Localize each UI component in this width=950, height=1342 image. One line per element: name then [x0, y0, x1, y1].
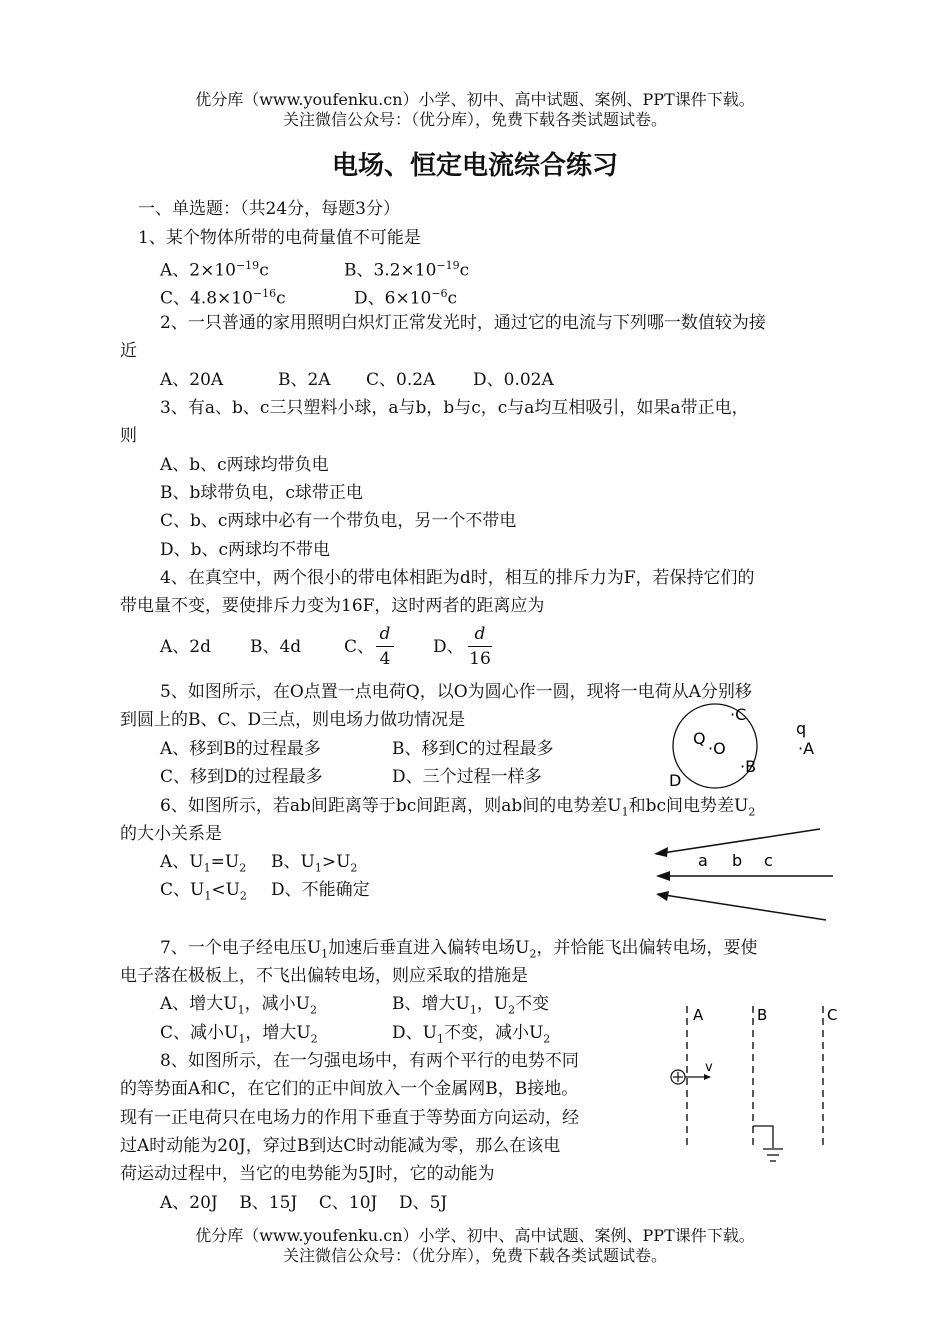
q6-stem-2: 的大小关系是: [120, 824, 222, 844]
footer-line-1: 优分库（www.youfenku.cn）小学、初中、高中试题、案例、PPT课件下载。: [195, 1226, 755, 1245]
q7-stem-2: 电子落在极板上，不飞出偏转电场，则应采取的措施是: [120, 966, 528, 986]
q4-option-d: D、: [433, 637, 464, 657]
footer-line-2: 关注微信公众号：（优分库），免费下载各类试题试卷。: [282, 1246, 667, 1265]
q5-label-b: ·B: [740, 757, 757, 776]
q8-stem-5: 荷运动过程中，当它的电势能为5J时，它的动能为: [120, 1164, 495, 1184]
q4-option-c: C、: [344, 637, 375, 657]
q6-arrowhead-top: [654, 847, 668, 857]
q5-label-a: ·A: [798, 739, 815, 758]
q6-option-b: B、$U_1>U_2$: [271, 852, 358, 875]
q4-option-b: B、4d: [250, 637, 302, 657]
q2-stem-1: 2、一只普通的家用照明白炽灯正常发光时，通过它的电流与下列哪一数值较为接: [160, 313, 766, 333]
q5-stem-1: 5、如图所示，在O点置一点电荷Q，以O为圆心作一圆，现将一电荷从A分别移: [160, 682, 752, 702]
q7-stem-1: 7、一个电子经电压$U_1$加速后垂直进入偏转电场$U_2$，并恰能飞出偏转电场，要使: [160, 938, 758, 961]
q6-option-d: D、不能确定: [271, 880, 370, 900]
page-title: 电场、恒定电流综合练习: [331, 151, 618, 181]
q6-option-a: A、$U_1=U_2$: [160, 852, 247, 875]
q2-option-c: C、0.2A: [366, 370, 436, 390]
q2-option-d: D、0.02A: [473, 370, 554, 390]
q6-arrowhead-middle: [656, 871, 670, 881]
q2-option-a: A、20A: [160, 370, 224, 390]
q8-ground-wire: [753, 1126, 773, 1148]
q5-option-a: A、移到B的过程最多: [160, 739, 321, 759]
q4-stem-1: 4、在真空中，两个很小的带电体相距为d时，相互的排斥力为F，若保持它们的: [160, 568, 755, 588]
header-line-2: 关注微信公众号：（优分库），免费下载各类试题试卷。: [282, 110, 667, 129]
q2-option-b: B、2A: [278, 370, 331, 390]
q1-option-d: D、$6\times 10^{-6}c$: [354, 287, 458, 309]
q8-stem-1: 8、如图所示，在一匀强电场中，有两个平行的电势不同: [160, 1051, 579, 1071]
q4-fraction-c: d 4: [376, 624, 394, 669]
q5-label-small-q: q: [796, 719, 807, 738]
header-line-1: 优分库（www.youfenku.cn）小学、初中、高中试题、案例、PPT课件下载。: [195, 90, 755, 109]
section-heading: 一、单选题：（共24分，每题3分）: [138, 199, 400, 219]
q5-option-c: C、移到D的过程最多: [160, 767, 323, 787]
q6-label-b: b: [732, 851, 743, 870]
q1-option-a: A、$2\times 10^{-19}c$: [160, 259, 269, 281]
q8-figure: [665, 1000, 855, 1175]
q8-options: A、20J B、15J C、10J D、5J: [160, 1193, 448, 1213]
q1-option-b: B、$3.2\times 10^{-19}c$: [344, 259, 470, 281]
q5-stem-2: 到圆上的B、C、D三点，则电场力做功情况是: [120, 710, 466, 730]
q5-label-c: ·C: [730, 705, 747, 724]
q3-option-a: A、b、c两球均带负电: [160, 455, 329, 475]
q6-arrowhead-bottom: [656, 891, 669, 901]
q3-stem-1: 3、有a、b、c三只塑料小球，a与b，b与c，c与a均互相吸引，如果a带正电，: [160, 398, 749, 418]
q5-figure: [660, 700, 840, 795]
q8-label-a: A: [693, 1006, 704, 1024]
q7-option-d: D、$U_1$不变，减小$U_2$: [392, 1023, 551, 1046]
q2-stem-2: 近: [120, 341, 137, 361]
q5-option-b: B、移到C的过程最多: [392, 739, 554, 759]
q6-label-c: c: [764, 851, 773, 870]
q5-option-d: D、三个过程一样多: [392, 767, 542, 787]
q7-option-a: A、增大$U_1$，减小$U_2$: [160, 994, 317, 1017]
q1-stem: 1、某个物体所带的电荷量值不可能是: [138, 228, 421, 248]
q6-label-a: a: [698, 851, 708, 870]
q7-option-c: C、减小$U_1$，增大$U_2$: [160, 1023, 318, 1046]
q6-field-line-bottom: [658, 894, 826, 920]
q8-stem-4: 过A时动能为20J，穿过B到达C时动能减为零，那么在该电: [120, 1136, 561, 1156]
q6-stem-1: 6、如图所示，若ab间距离等于bc间距离，则ab间的电势差$U_1$和bc间电势差$U_2$: [160, 796, 756, 819]
q6-option-c: C、$U_1<U_2$: [160, 880, 247, 903]
q6-figure: [650, 826, 840, 926]
q3-option-c: C、b、c两球中必有一个带负电，另一个不带电: [160, 511, 517, 531]
q5-label-big-q: Q: [693, 729, 706, 748]
q3-option-b: B、b球带负电，c球带正电: [160, 483, 363, 503]
q8-stem-3: 现有一正电荷只在电场力的作用下垂直于等势面方向运动，经: [120, 1108, 579, 1128]
q8-label-c: C: [827, 1006, 838, 1024]
q7-option-b: B、增大$U_1$，$U_2$不变: [392, 994, 550, 1017]
q3-stem-2: 则: [120, 426, 137, 446]
q3-option-d: D、b、c两球均不带电: [160, 540, 331, 560]
q8-label-b: B: [757, 1006, 768, 1024]
q5-label-d: D: [669, 771, 682, 790]
q8-label-v: v: [705, 1060, 713, 1075]
q4-option-a: A、2d: [160, 637, 211, 657]
q4-stem-2: 带电量不变，要使排斥力变为16F，这时两者的距离应为: [120, 596, 545, 616]
q1-option-c: C、$4.8\times 10^{-16}c$: [160, 287, 286, 309]
q8-stem-2: 的等势面A和C，在它们的正中间放入一个金属网B，B接地。: [120, 1079, 579, 1099]
q5-label-o: ·O: [708, 739, 726, 758]
q4-fraction-d: d 16: [469, 624, 491, 669]
